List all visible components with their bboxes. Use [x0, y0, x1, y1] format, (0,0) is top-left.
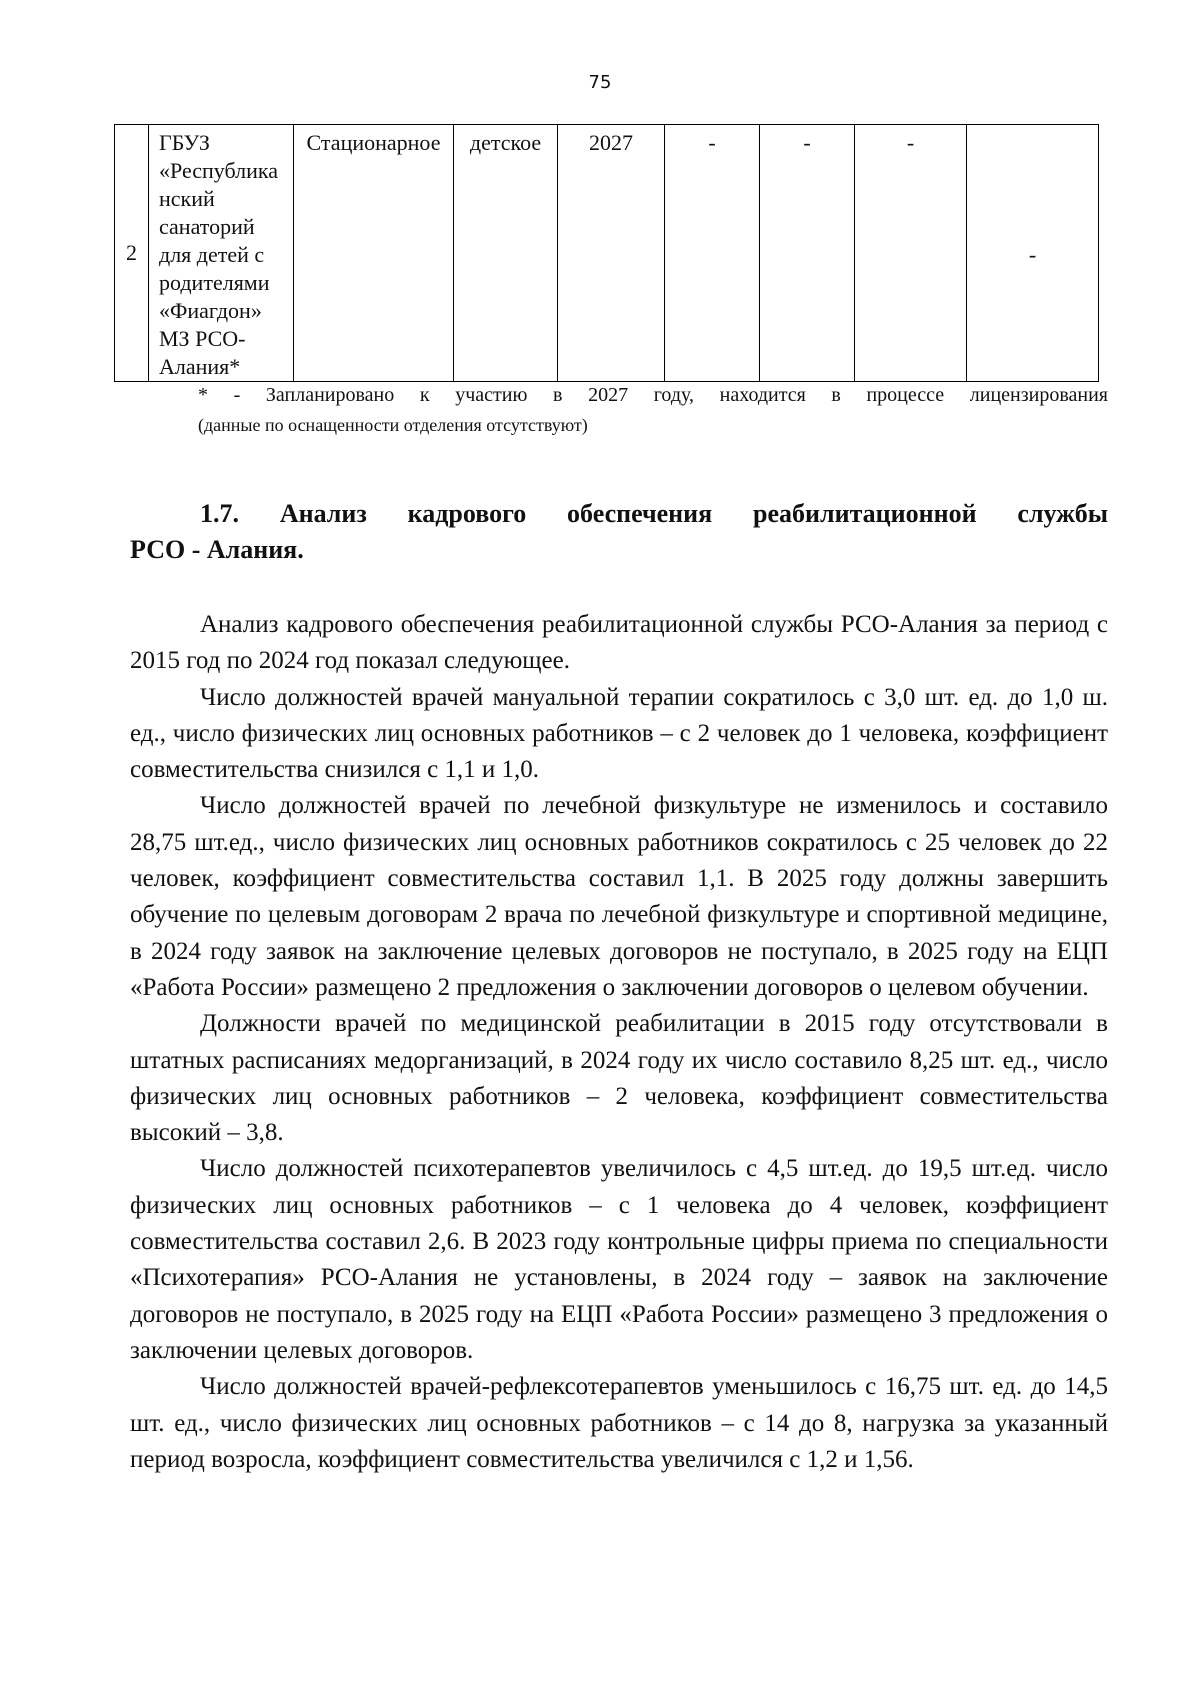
cell-col6: -: [665, 125, 760, 382]
paragraph: Число должностей психотерапевтов увеличилось с 4,5 шт.ед. до 19,5 шт.ед. число физических лиц основных работников – с 1 человека до 4 человек, коэффициент совместительства составил 2,6. В 2023 году контрольные цифры приема по специальности «Психотерапия» РСО-Алания не установлены, в 2024 году – заявок на заключение договоров не поступало, в 2025 году на ЕЦП «Работа России» размещено 3 предложения о заключении целевых договоров.: [130, 1155, 1108, 1364]
facility-table: [114, 124, 1099, 382]
paragraph: Число должностей врачей мануальной терапии сократилось с 3,0 шт. ед. до 1,0 ш. ед., число физических лиц основных работников – с 2 человек до 1 человека, коэффициент совместительства снизился с 1,1 и 1,0.: [130, 683, 1108, 784]
facility-year: 2027: [558, 125, 665, 382]
footnote: [198, 380, 1108, 440]
body-text: [130, 607, 1108, 1478]
footnote-line-1: * - Запланировано к участию в 2027 году, находится в процессе лицензирования: [198, 384, 1108, 406]
paragraph: Число должностей врачей по лечебной физкультуре не изменилось и составило 28,75 шт.ед., число физических лиц основных работников сократилось с 25 человек до 22 человек, коэффициент совместительства составил 1,1. В 2025 году должны завершить обучение по целевым договорам 2 врача по лечебной физкультуре и спортивной медицине, в 2024 году заявок на заключение целевых договоров не поступало, в 2025 году на ЕЦП «Работа России» размещено 2 предложения о заключении договоров о целевом обучении.: [130, 792, 1108, 1001]
facility-type: Стационарное: [294, 125, 454, 382]
section-heading-line-2: РСО - Алания.: [130, 535, 304, 564]
facility-name: ГБУЗ «Республика нский санаторий для детей с родителями «Фиагдон» МЗ РСО-Алания*: [149, 125, 294, 382]
facility-profile: детское: [454, 125, 558, 382]
section-heading-line-1: 1.7. Анализ кадрового обеспечения реабилитационной службы: [200, 499, 1108, 528]
paragraph: Анализ кадрового обеспечения реабилитационной службы РСО-Алания за период с 2015 год по 2024 год показал следующее.: [130, 611, 1108, 675]
cell-col8: -: [855, 125, 967, 382]
section-heading: [130, 496, 1108, 568]
page-number: 75: [588, 72, 612, 93]
footnote-line-2: (данные по оснащенности отделения отсутствуют): [198, 415, 588, 435]
cell-col7: -: [760, 125, 855, 382]
paragraph: Должности врачей по медицинской реабилитации в 2015 году отсутствовали в штатных расписаниях медорганизаций, в 2024 году их число составило 8,25 шт. ед., число физических лиц основных работников – 2 человека, коэффициент совместительства высокий – 3,8.: [130, 1010, 1108, 1147]
table-row: [115, 125, 1099, 382]
row-index: 2: [115, 125, 149, 382]
cell-col9: -: [967, 125, 1099, 382]
paragraph: Число должностей врачей-рефлексотерапевтов уменьшилось с 16,75 шт. ед. до 14,5 шт. ед., число физических лиц основных работников – с 14 до 8, нагрузка за указанный период возросла, коэффициент совместительства увеличился с 1,2 и 1,56.: [130, 1373, 1108, 1473]
